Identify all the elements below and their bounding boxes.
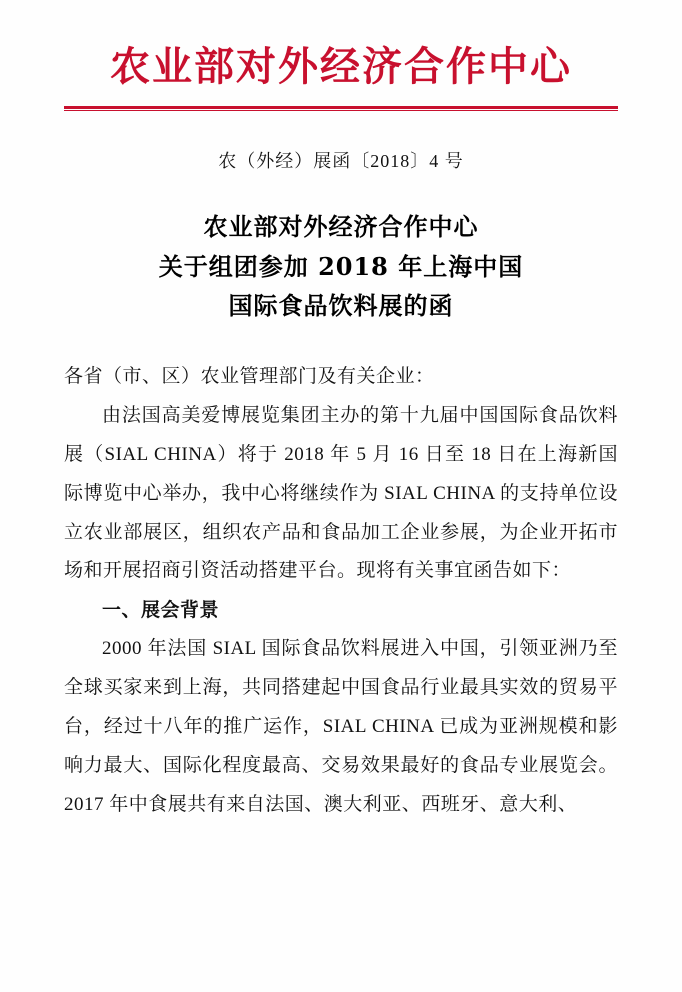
issuing-organization-title: 农业部对外经济合作中心 — [110, 43, 572, 90]
document-body — [64, 358, 618, 825]
divider-thick-line — [64, 106, 618, 109]
section-heading-background: 一、展会背景 — [102, 599, 220, 622]
letterhead-divider — [64, 106, 618, 111]
document-title-line-2: 关于组团参加 2018 年上海中国 — [158, 251, 524, 281]
divider-thin-line — [64, 110, 618, 111]
document-title — [64, 207, 618, 326]
paragraph-background: 2000 年法国 SIAL 国际食品饮料展进入中国，引领亚洲乃至全球买家来到上海，共同搭建起中国食品行业最具实效的贸易平台，经过十八年的推广运作，SIAL CHINA 已成为亚洲规模和影响力最大、国际化程度最高、交易效果最好的食品专业展览会。2017 年中食展共有来自法国、澳大利亚、西班牙、意大利、 — [64, 638, 618, 816]
paragraph-intro: 由法国高美爱博展览集团主办的第十九届中国国际食品饮料展（SIAL CHINA）将于 2018 年 5 月 16 日至 18 日在上海新国际博览中心举办，我中心将继续作为 SIAL CHINA 的支持单位设立农业部展区，组织农产品和食品加工企业参展，为企业开拓市场和开展招商引资活动搭建平台。现将有关事宜函告如下： — [64, 404, 618, 582]
document-number: 农（外经）展函〔2018〕4 号 — [218, 151, 464, 171]
document-title-line-1: 农业部对外经济合作中心 — [203, 212, 479, 241]
salutation: 各省（市、区）农业管理部门及有关企业： — [64, 365, 435, 387]
document-title-line-3: 国际食品饮料展的函 — [228, 291, 454, 321]
letterhead — [64, 0, 618, 111]
